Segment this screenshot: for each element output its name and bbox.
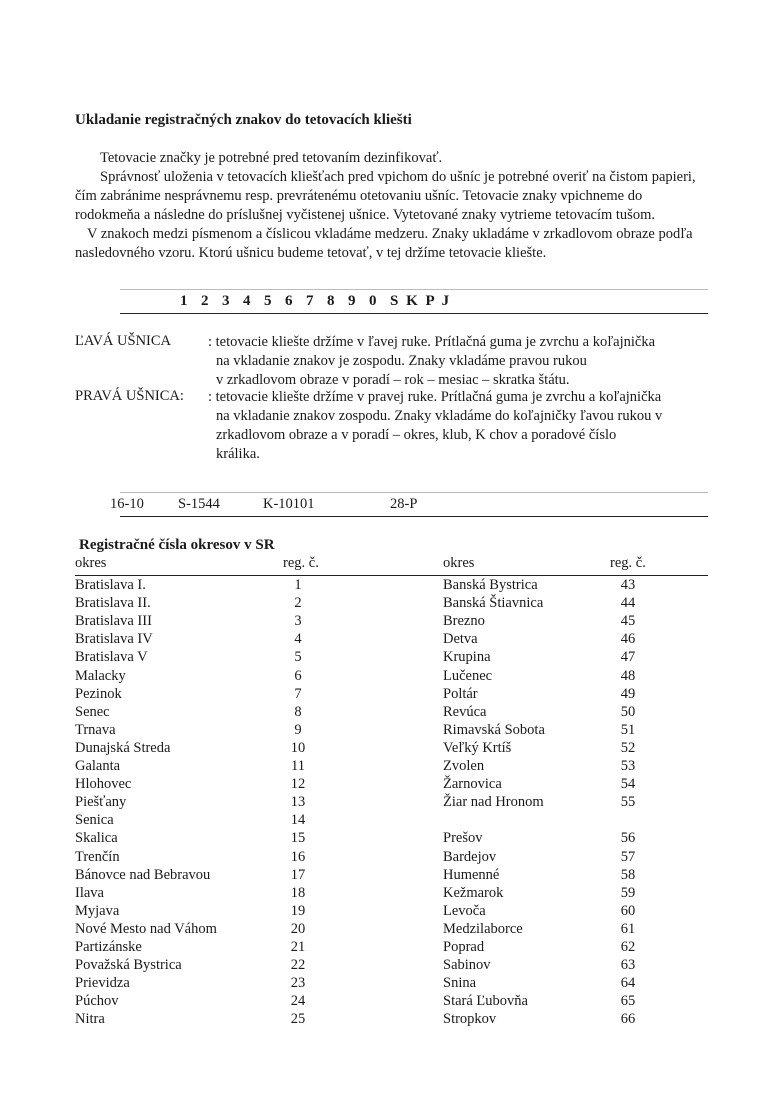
district-reg-number: 43: [620, 577, 636, 593]
district-name: Hlohovec: [75, 776, 132, 793]
district-reg-number: 62: [620, 939, 636, 955]
instruction-line: na vkladanie znakov je zospodu. Znaky vkladáme pravou rukou: [216, 353, 587, 369]
district-reg-number: 45: [620, 613, 636, 630]
right-ear-label: PRAVÁ UŠNICA:: [75, 388, 184, 404]
district-reg-number: 21: [290, 939, 306, 955]
district-reg-number: 4: [294, 631, 302, 648]
district-reg-number: 52: [620, 739, 636, 756]
district-reg-number: 50: [620, 703, 636, 720]
district-name: Poprad: [443, 939, 485, 955]
example-code: S-1544: [178, 496, 220, 512]
intro-paragraph: V znakoch medzi písmenom a číslicou vkladáme medzeru. Znaky ukladáme v zrkadlovom obraze podľa nasledovného vzoru. Ktorú ušnicu budeme tetovať, v tej držíme tetovacie kliešte.: [75, 226, 693, 261]
district-reg-number: 57: [620, 848, 636, 865]
district-reg-number: [608, 811, 648, 829]
district-reg-number: 44: [620, 595, 636, 612]
district-reg-number: 51: [620, 721, 636, 738]
instruction-line: na vkladanie znakov zospodu. Znaky vkladáme do koľajničky ľavou rukou v: [216, 408, 663, 424]
district-reg-number: 59: [620, 884, 636, 901]
district-reg-number: 2: [294, 595, 302, 612]
district-reg-number: 58: [620, 866, 636, 883]
district-reg-number: 55: [620, 794, 636, 811]
district-name: Detva: [443, 631, 478, 648]
district-name: Senec: [75, 703, 110, 720]
instruction-line: : tetovacie kliešte držíme v pravej ruke. Prítlačná guma je zvrchu a koľajnička: [208, 389, 662, 405]
district-name: Sabinov: [443, 957, 491, 974]
instruction-line: králika.: [216, 446, 260, 462]
district-reg-number: 20: [290, 920, 306, 937]
district-name: Bratislava III: [75, 613, 152, 630]
district-reg-number: 16: [290, 848, 306, 865]
divider: [120, 313, 708, 314]
district-name: Partizánske: [75, 939, 142, 955]
district-name: Bratislava IV: [75, 631, 153, 648]
district-name: Žarnovica: [443, 776, 502, 793]
district-reg-number: 18: [290, 884, 306, 901]
district-name: Lučenec: [443, 667, 493, 684]
column-header-reg: reg. č.: [610, 555, 646, 571]
district-reg-number: 66: [620, 1011, 636, 1028]
district-name: Prievidza: [75, 975, 130, 992]
instruction-line: zrkadlovom obraze a v poradí – okres, klub, K chov a poradové číslo: [216, 427, 617, 443]
district-name: Humenné: [443, 866, 500, 883]
district-reg-number: 63: [620, 957, 636, 974]
district-name: Skalica: [75, 830, 118, 847]
district-name: Púchov: [75, 993, 119, 1010]
district-name: Snina: [443, 975, 477, 992]
district-reg-number: 54: [620, 776, 636, 793]
district-reg-number: 6: [294, 667, 302, 684]
divider: [120, 289, 708, 290]
district-reg-number: 53: [620, 758, 636, 774]
district-name: Nové Mesto nad Váhom: [75, 920, 217, 937]
district-reg-number: 61: [620, 920, 636, 937]
district-name: Medzilaborce: [443, 920, 523, 937]
district-reg-number: 13: [290, 794, 306, 811]
district-reg-number: 5: [294, 649, 302, 666]
district-name: Ilava: [75, 884, 104, 901]
district-name: Kežmarok: [443, 884, 504, 901]
district-reg-number: 7: [294, 685, 302, 702]
district-name: Bánovce nad Bebravou: [75, 866, 211, 883]
district-name: Brezno: [443, 613, 485, 630]
district-name: Revúca: [443, 703, 487, 720]
left-ear-label: ĽAVÁ UŠNICA: [75, 333, 172, 349]
district-name: Dunajská Streda: [75, 739, 171, 756]
district-reg-number: 22: [290, 957, 306, 974]
intro-paragraph: Správnosť uloženia v tetovacích kliešťach pred vpichom do ušníc je potrebné overiť na čistom papieri, čím zabránime nesprávnemu resp. prevrátenému otetovaniu ušníc. Tetovacie znaky vpichneme do rodokmeňa a následne do príslušnej vyčistenej ušnice. Vytetované znaky vytrieme tetovacím tušom.: [75, 169, 696, 223]
district-reg-number: 11: [291, 758, 305, 774]
column-header-okres: okres: [75, 555, 107, 571]
page-title: Ukladanie registračných znakov do tetovacích kliešti: [75, 112, 412, 128]
instruction-line: v zrkadlovom obraze v poradí – rok – mesiac – skratka štátu.: [216, 372, 570, 388]
district-reg-number: 25: [290, 1011, 306, 1028]
district-reg-number: 12: [290, 776, 306, 793]
district-reg-number: 56: [620, 830, 636, 847]
registry-title: Registračné čísla okresov v SR: [79, 537, 275, 553]
district-name: Bardejov: [443, 848, 497, 865]
district-name: Myjava: [75, 902, 120, 919]
district-name: Banská Štiavnica: [443, 595, 544, 612]
district-reg-number: 47: [620, 649, 636, 666]
divider: [120, 516, 708, 517]
district-reg-number: 24: [290, 993, 306, 1010]
district-reg-number: 8: [294, 703, 302, 720]
district-reg-number: 48: [620, 667, 636, 684]
district-reg-number: 9: [294, 721, 302, 738]
district-name: Levoča: [443, 902, 486, 919]
column-header-okres: okres: [443, 555, 475, 571]
district-name: Trnava: [75, 721, 116, 738]
district-name: Stará Ľubovňa: [443, 993, 528, 1010]
example-code: 16-10: [110, 496, 144, 512]
example-code: 28-P: [390, 496, 418, 512]
district-name: Veľký Krtíš: [443, 739, 512, 756]
district-reg-number: 3: [294, 613, 302, 630]
district-reg-number: 46: [620, 631, 636, 648]
district-name: Poltár: [443, 685, 478, 702]
instruction-line: : tetovacie kliešte držíme v ľavej ruke. Prítlačná guma je zvrchu a koľajnička: [208, 334, 656, 350]
district-name: Prešov: [443, 830, 483, 847]
district-name: Zvolen: [443, 758, 485, 774]
district-name: Krupina: [443, 649, 491, 666]
district-name: Banská Bystrica: [443, 577, 538, 593]
column-header-reg: reg. č.: [283, 555, 319, 571]
district-reg-number: 49: [620, 685, 636, 702]
left-ear-instructions: [208, 333, 708, 390]
district-name: Pezinok: [75, 685, 122, 702]
divider: [120, 492, 708, 493]
district-name: Galanta: [75, 758, 121, 774]
district-name: Žiar nad Hronom: [443, 794, 544, 811]
district-reg-number: 1: [294, 577, 302, 593]
right-ear-instructions: [208, 388, 708, 464]
district-reg-number: 60: [620, 902, 636, 919]
district-reg-number: 64: [620, 975, 636, 992]
intro-paragraph: Tetovacie značky je potrebné pred tetovaním dezinfikovať.: [100, 150, 443, 166]
district-name: Malacky: [75, 667, 126, 684]
district-name: Rimavská Sobota: [443, 721, 545, 738]
district-name: Nitra: [75, 1011, 105, 1028]
district-reg-number: 19: [290, 902, 306, 919]
district-reg-number: 14: [290, 812, 306, 829]
character-sequence: 1 2 3 4 5 6 7 8 9 0 S K P J: [180, 293, 452, 309]
district-name: Senica: [75, 812, 114, 829]
district-name: Bratislava V: [75, 649, 148, 666]
district-name: Bratislava I.: [75, 577, 146, 593]
district-reg-number: 10: [290, 739, 306, 756]
district-name: Považská Bystrica: [75, 957, 182, 974]
district-name: Piešťany: [75, 794, 127, 811]
district-name: Bratislava II.: [75, 595, 151, 612]
district-name: Trenčín: [75, 848, 120, 865]
district-reg-number: 17: [290, 866, 306, 883]
intro-text: [75, 149, 705, 263]
district-reg-number: 15: [290, 830, 306, 847]
district-reg-number: 23: [290, 975, 306, 992]
district-reg-number: 65: [620, 993, 636, 1010]
example-code: K-10101: [263, 496, 315, 512]
district-name: Stropkov: [443, 1011, 497, 1028]
